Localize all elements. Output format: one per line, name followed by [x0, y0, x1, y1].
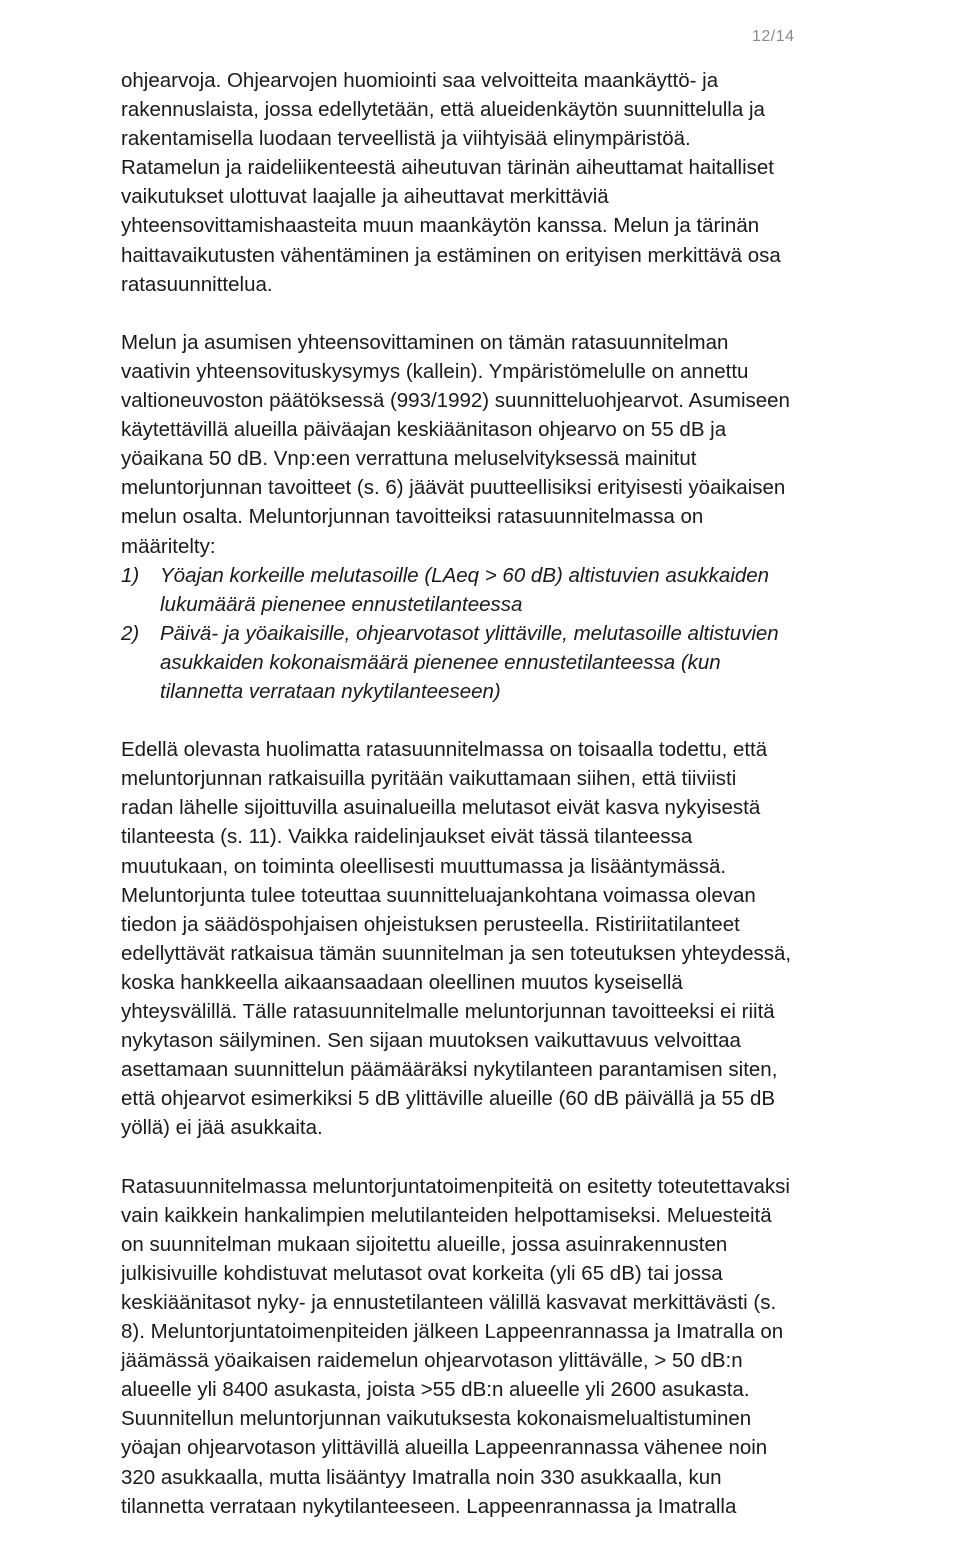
text-line: Meluntorjunta tulee toteuttaa suunnitteluajankohtana voimassa olevan [121, 883, 756, 907]
text-line: vain kaikkein hankalimpien melutilanteiden helpottamiseksi. Meluesteitä [121, 1203, 772, 1227]
text-line: Ratasuunnitelmassa meluntorjuntatoimenpiteitä on esitetty toteutettavaksi [121, 1174, 790, 1198]
text-line: yöajan ohjearvotason ylittävillä alueilla Lappeenrannassa vähenee noin [121, 1436, 768, 1460]
text-line: määritelty: [121, 534, 216, 558]
text-line: vaativin yhteensovituskysymys (kallein). Ympäristömelulle on annettu [121, 359, 749, 383]
text-line: yhteysvälillä. Tälle ratasuunnitelmalle meluntorjunnan tavoitteeksi ei riitä [121, 1000, 775, 1023]
paragraph-gap [121, 1142, 851, 1171]
list-item-number: 1) [121, 563, 140, 587]
text-line: nykytason säilyminen. Sen sijaan muutoksen vaikuttavuus velvoittaa [121, 1029, 741, 1053]
paragraph-gap [121, 299, 851, 328]
goals-list [121, 561, 851, 706]
text-line: Ratamelun ja raideliikenteestä aiheutuvan tärinän aiheuttamat haitalliset [121, 156, 774, 180]
text-line: muutukaan, on toiminta oleellisesti muuttumassa ja lisääntymässä. [121, 854, 727, 878]
document-body [121, 66, 851, 1521]
text-line: edellyttävät ratkaisua tämän suunnitelman ja sen toteutuksen yhteydessä, [121, 941, 792, 965]
text-line: tilannetta verrataan nykytilanteeseen) [160, 679, 501, 703]
text-line: tilanteesta (s. 11). Vaikka raidelinjaukset eivät tässä tilanteessa [121, 825, 693, 849]
paragraph-gap [121, 706, 851, 735]
text-line: radan lähelle sijoittuvilla asuinalueilla melutasot eivät kasva nykyisestä [121, 796, 761, 820]
text-line: haittavaikutusten vähentäminen ja estäminen on erityisen merkittävä osa [121, 243, 781, 267]
text-line: julkisivuille kohdistuvat melutasot ovat korkeita (yli 65 dB) tai jossa [121, 1261, 723, 1285]
text-line: yhteensovittamishaasteita muun maankäytön kanssa. Melun ja tärinän [121, 214, 760, 238]
text-line: Yöajan korkeille melutasoille (LAeq > 60 dB) altistuvien asukkaiden [160, 563, 770, 587]
paragraph-2 [121, 328, 851, 561]
text-line: lukumäärä pienenee ennustetilanteessa [160, 592, 523, 616]
text-line: asukkaiden kokonaismäärä pienenee ennustetilanteessa (kun [160, 650, 721, 674]
text-line: ratasuunnittelua. [121, 272, 273, 296]
text-line: yöllä) ei jää asukkaita. [121, 1116, 323, 1140]
text-line: koska hankkeella aikaansaadaan oleellinen muutos kyseisellä [121, 970, 683, 994]
paragraph-4 [121, 1172, 851, 1521]
text-line: että ohjearvot esimerkiksi 5 dB ylittäville alueille (60 dB päivällä ja 55 dB [121, 1087, 776, 1111]
text-line: rakentamisella luodaan terveellistä ja viihtyisää elinympäristöä. [121, 127, 691, 151]
text-line: Päivä- ja yöaikaisille, ohjearvotasot ylittäville, melutasoille altistuvien [160, 621, 779, 645]
text-line: Suunnitellun meluntorjunnan vaikutuksesta kokonaismelualtistuminen [121, 1407, 752, 1431]
text-line: keskiäänitasot nyky- ja ennustetilanteen välillä kasvavat merkittävästi (s. [121, 1290, 777, 1314]
page-number: 12/14 [752, 28, 795, 45]
text-line: tiedon ja säädöspohjaisen ohjeistuksen perusteella. Ristiriitatilanteet [121, 912, 740, 936]
paragraph-3 [121, 735, 851, 1142]
list-item-number: 2) [121, 621, 140, 645]
text-line: 8). Meluntorjuntatoimenpiteiden jälkeen Lappeenrannassa ja Imatralla on [121, 1320, 784, 1344]
list-item [121, 619, 851, 706]
text-line: asettamaan suunnittelun päämääräksi nykytilanteen parantamisen siten, [121, 1058, 778, 1082]
text-line: tilannetta verrataan nykytilanteeseen. Lappeenrannassa ja Imatralla [121, 1494, 737, 1518]
text-line: meluntorjunnan ratkaisuilla pyritään vaikuttamaan siihen, että tiiviisti [121, 767, 737, 791]
list-item [121, 561, 851, 619]
text-line: valtioneuvoston päätöksessä (993/1992) suunnitteluohjearvot. Asumiseen [121, 389, 790, 413]
text-line: Edellä olevasta huolimatta ratasuunnitelmassa on toisaalla todettu, että [121, 738, 768, 762]
text-line: rakennuslaista, jossa edellytetään, että alueidenkäytön suunnittelulla ja [121, 98, 765, 122]
text-line: ohjearvoja. Ohjearvojen huomiointi saa velvoitteita maankäyttö- ja [121, 69, 719, 92]
text-line: meluntorjunnan tavoitteet (s. 6) jäävät puutteellisiksi erityisesti yöaikaisen [121, 476, 786, 500]
text-line: on suunnitelman mukaan sijoitettu alueille, jossa asuinrakennusten [121, 1232, 728, 1256]
text-line: alueelle yli 8400 asukasta, joista >55 dB:n alueelle yli 2600 asukasta. [121, 1378, 750, 1402]
text-line: 320 asukkaalla, mutta lisääntyy Imatralla noin 330 asukkaalla, kun [121, 1465, 722, 1489]
text-line: melun osalta. Meluntorjunnan tavoitteiksi ratasuunnitelmassa on [121, 505, 704, 529]
paragraph-1 [121, 66, 851, 299]
text-line: yöaikana 50 dB. Vnp:een verrattuna meluselvityksessä mainitut [121, 447, 697, 471]
text-line: Melun ja asumisen yhteensovittaminen on tämän ratasuunnitelman [121, 330, 729, 354]
text-line: käytettävillä alueilla päiväajan keskiäänitason ohjearvo on 55 dB ja [121, 418, 727, 442]
text-line: jäämässä yöaikaisen raidemelun ohjearvotason ylittävälle, > 50 dB:n [121, 1349, 743, 1373]
text-line: vaikutukset ulottuvat laajalle ja aiheuttavat merkittäviä [121, 185, 609, 209]
